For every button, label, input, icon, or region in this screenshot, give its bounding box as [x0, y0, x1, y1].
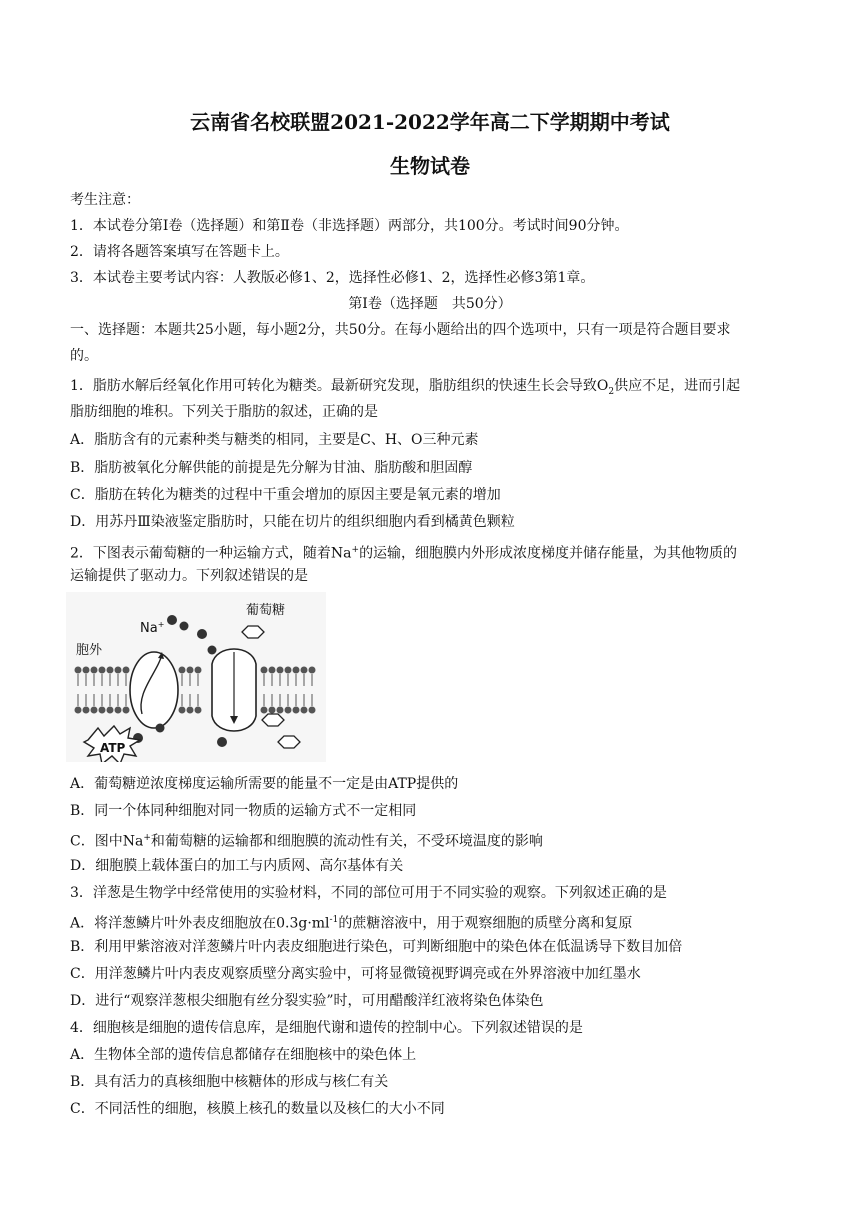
q2-option-c-b: 和葡萄糖的运输都和细胞膜的流动性有关，不受环境温度的影响 [150, 833, 543, 850]
q2-option-c [70, 828, 795, 852]
glucose-label: 葡萄糖 [246, 603, 286, 618]
q2-option-b: B．同一个体同种细胞对同一物质的运输方式不一定相同 [70, 803, 417, 819]
section-title: 第Ⅰ卷（选择题 共50分） [348, 296, 512, 312]
q4-stem: 4．细胞核是细胞的遗传信息库，是细胞代谢和遗传的控制中心。下列叙述错误的是 [70, 1020, 583, 1036]
q1-option-d: D．用苏丹Ⅲ染液鉴定脂肪时，只能在切片的组织细胞内看到橘黄色颗粒 [70, 514, 515, 530]
q2-stem-1b: 的运输，细胞膜内外形成浓度梯度并储存能量，为其他物质的 [359, 545, 738, 562]
q2-na-superscript: + [351, 545, 360, 555]
q2-option-a: A．葡萄糖逆浓度梯度运输所需要的能量不一定是由ATP提供的 [70, 776, 459, 792]
q3-stem: 3．洋葱是生物学中经常使用的实验材料，不同的部位可用于不同实验的观察。下列叙述正确的是 [70, 885, 667, 901]
q3-option-a-a: A．将洋葱鳞片叶外表皮细胞放在0.3g·ml [70, 915, 330, 932]
q3-option-a-b: 的蔗糖溶液中，用于观察细胞的质壁分离和复原 [338, 915, 633, 932]
notice-heading: 考生注意： [70, 192, 140, 208]
q2-option-c-a: C．图中Na [70, 833, 144, 850]
q4-option-a: A．生物体全部的遗传信息都储存在细胞核中的染色体上 [70, 1047, 417, 1063]
notice-item-1: 1．本试卷分第Ⅰ卷（选择题）和第Ⅱ卷（非选择题）两部分，共100分。考试时间90分钟。 [70, 218, 629, 234]
section-intro-line-1: 一、选择题：本题共25小题，每小题2分，共50分。在每小题给出的四个选项中，只有一项是符合题目要求 [70, 322, 731, 338]
q1-o2-subscript: 2 [608, 386, 615, 397]
outside-label: 胞外 [76, 643, 103, 658]
q3-option-d: D．进行“观察洋葱根尖细胞有丝分裂实验”时，可用醋酸洋红液将染色体染色 [70, 993, 544, 1009]
membrane-transport-figure [66, 592, 326, 762]
na-label: Na+ [140, 620, 165, 636]
exam-subtitle: 生物试卷 [390, 154, 470, 178]
q2-option-d: D．细胞膜上载体蛋白的加工与内质网、高尔基体有关 [70, 858, 404, 874]
q3-option-a-sup: -1 [329, 915, 339, 925]
q2-stem-line-1 [70, 540, 795, 564]
q1-stem-1a: 1．脂肪水解后经氧化作用可转化为糖类。最新研究发现，脂肪组织的快速生长会导致O [70, 378, 609, 394]
q1-stem-line-1 [70, 376, 795, 402]
q1-option-b: B．脂肪被氧化分解供能的前提是先分解为甘油、脂肪酸和胆固醇 [70, 460, 473, 476]
q3-option-c: C．用洋葱鳞片叶内表皮观察质壁分离实验中，可将显微镜视野调亮或在外界溶液中加红墨水 [70, 966, 641, 982]
notice-item-2: 2．请将各题答案填写在答题卡上。 [70, 244, 289, 260]
q4-option-b: B．具有活力的真核细胞中核糖体的形成与核仁有关 [70, 1074, 389, 1090]
q2-option-c-sup: + [143, 833, 151, 843]
q1-stem-line-2: 脂肪细胞的堆积。下列关于脂肪的叙述，正确的是 [70, 404, 378, 420]
q1-stem-1b: 供应不足，进而引起 [614, 378, 741, 394]
q3-option-a [70, 910, 795, 934]
notice-item-3: 3．本试卷主要考试内容：人教版必修1、2，选择性必修1、2，选择性必修3第1章。 [70, 270, 595, 286]
q4-option-c: C．不同活性的细胞，核膜上核孔的数量以及核仁的大小不同 [70, 1101, 445, 1117]
na-pump-protein [130, 652, 178, 728]
q1-option-c: C．脂肪在转化为糖类的过程中干重会增加的原因主要是氧元素的增加 [70, 487, 501, 503]
exam-title: 云南省名校联盟2021-2022学年高二下学期期中考试 [190, 110, 670, 134]
section-intro-line-2: 的。 [70, 348, 98, 364]
atp-label: ATP [100, 741, 126, 755]
q2-stem-1a: 2．下图表示葡萄糖的一种运输方式，随着Na [70, 545, 352, 562]
q1-option-a: A．脂肪含有的元素种类与糖类的相同，主要是C、H、O三种元素 [70, 432, 479, 448]
q3-option-b: B．利用甲紫溶液对洋葱鳞片叶内表皮细胞进行染色，可判断细胞中的染色体在低温诱导下数目加倍 [70, 939, 683, 955]
q2-stem-line-2: 运输提供了驱动力。下列叙述错误的是 [70, 568, 308, 584]
